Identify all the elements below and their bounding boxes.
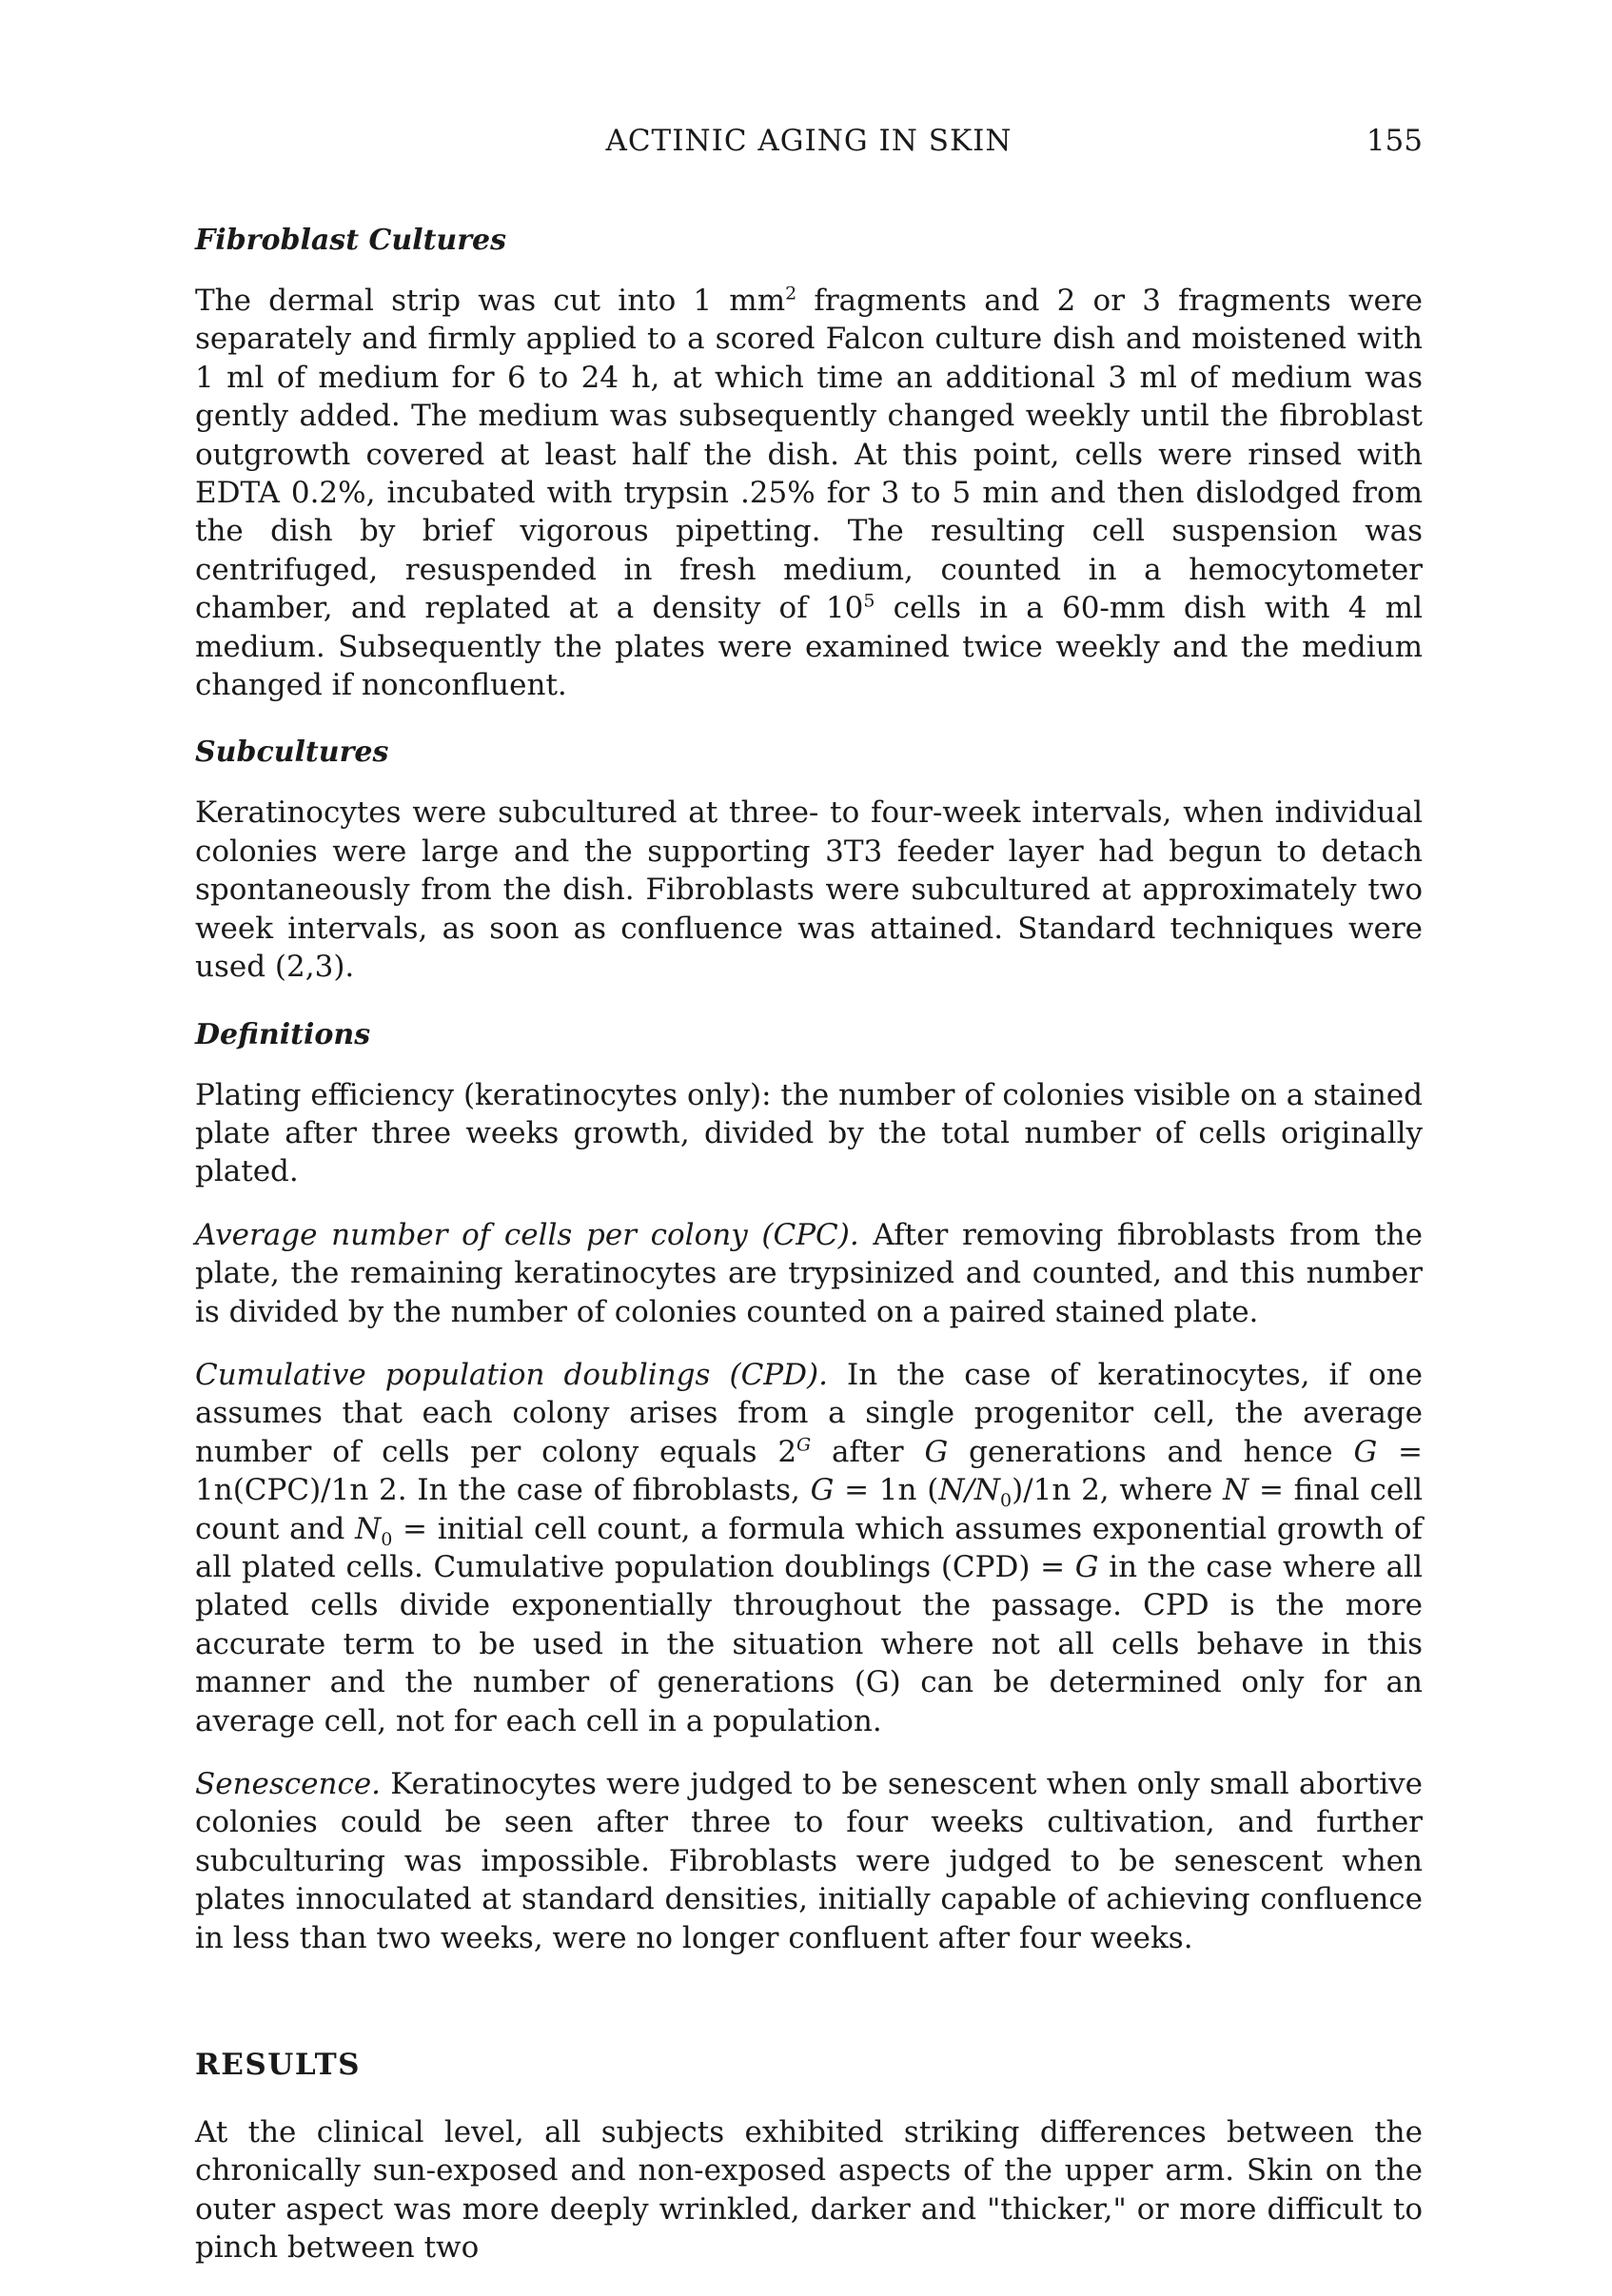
variable-n: N bbox=[355, 1511, 382, 1546]
definitions-section bbox=[195, 1015, 1423, 1958]
variable-g: G bbox=[924, 1434, 949, 1469]
definitions-heading: Definitions bbox=[195, 1017, 371, 1051]
variable-n: N/N bbox=[938, 1473, 1001, 1508]
subcultures-heading: Subcultures bbox=[195, 736, 389, 770]
variable-g: G bbox=[1353, 1434, 1378, 1469]
fibroblast-cultures-paragraph bbox=[195, 282, 1423, 704]
subcultures-section bbox=[195, 733, 1423, 986]
text-run: = 1n(CPC)/1n 2. In the case of fibroblasts, bbox=[195, 1434, 1423, 1508]
cpd-term: Cumulative population doublings (CPD). bbox=[195, 1357, 828, 1392]
subcultures-paragraph: Keratinocytes were subcultured at three- to four-week intervals, when individual colonies were large and the supporting 3T3 feeder layer had begun to detach spontaneously from the dish. Fibroblasts were subcultured at approximately two week intervals, as soon as confluence was attained. Standard techniques were used (2,3). bbox=[195, 795, 1423, 985]
plating-efficiency-paragraph: Plating efficiency (keratinocytes only): the number of colonies visible on a stained plate after three weeks growth, divided by the total number of cells originally plated. bbox=[195, 1077, 1423, 1189]
running-header bbox=[195, 114, 1423, 162]
text-run: = initial cell count, a formula which assumes exponential growth of all plated cells. Cumulative population doublings (CPD) = bbox=[195, 1511, 1423, 1584]
text-run: cells in a 60-mm dish with 4 ml medium. Subsequently the plates were examined twice weekly and the medium changed if nonconfluent. bbox=[195, 591, 1423, 703]
running-title: ACTINIC AGING IN SKIN bbox=[605, 124, 1012, 158]
cpc-paragraph bbox=[195, 1216, 1423, 1331]
journal-page bbox=[195, 114, 1423, 2296]
results-section bbox=[195, 2045, 1423, 2267]
variable-g: G bbox=[1074, 1549, 1099, 1584]
text-run: generations and hence bbox=[948, 1434, 1354, 1469]
cpd-paragraph bbox=[195, 1356, 1423, 1740]
cpc-term: Average number of cells per colony (CPC). bbox=[195, 1217, 859, 1252]
fibroblast-cultures-section bbox=[195, 221, 1423, 704]
text-run: The dermal strip was cut into 1 mm bbox=[195, 284, 786, 318]
superscript: 2 bbox=[785, 283, 797, 304]
subscript: 0 bbox=[1000, 1490, 1012, 1512]
text-run: In the case of keratinocytes, if one assumes that each colony arises from a single progenitor cell, the average number of cells per colony equals 2 bbox=[195, 1357, 1423, 1469]
results-paragraph: At the clinical level, all subjects exhibited striking differences between the chronically sun-exposed and non-exposed aspects of the upper arm. Skin on the outer aspect was more deeply wrinkled, darker and "thicker," or more difficult to pinch between two bbox=[195, 2115, 1423, 2266]
senescence-paragraph bbox=[195, 1765, 1423, 1957]
page-number: 155 bbox=[1366, 124, 1423, 158]
variable-g: G bbox=[810, 1473, 835, 1508]
text-run: )/1n 2, where bbox=[1012, 1473, 1224, 1508]
text-run: in the case where all plated cells divide exponentially throughout the passage. CPD is the more accurate term to be used in the situation where not all cells behave in this manner and the number of generations (G) can be determined only for an average cell, not for each cell in a population. bbox=[195, 1549, 1423, 1738]
text-run: after bbox=[811, 1434, 925, 1469]
text-run: = final cell count and bbox=[195, 1473, 1423, 1546]
superscript: 5 bbox=[863, 590, 875, 612]
text-run: fragments and 2 or 3 fragments were separately and firmly applied to a scored Falcon culture dish and moistened with 1 ml of medium for 6 to 24 h, at which time an additional 3 ml of medium was gently added. The medium was subsequently changed weekly until the fibroblast outgrowth covered at least half the dish. At this point, cells were rinsed with EDTA 0.2%, incubated with trypsin .25% for 3 to 5 min and then dislodged from the dish by brief vigorous pipetting. The resulting cell suspension was centrifuged, resuspended in fresh medium, counted in a hemocytometer chamber, and replated at a density of 10 bbox=[195, 284, 1423, 626]
subscript: 0 bbox=[381, 1528, 393, 1550]
text-run: After removing fibroblasts from the plate, the remaining keratinocytes are trypsinized and counted, and this number is divided by the number of colonies counted on a paired stained plate. bbox=[195, 1217, 1423, 1329]
superscript: G bbox=[796, 1434, 812, 1456]
senescence-term: Senescence. bbox=[195, 1767, 382, 1801]
text-run: Keratinocytes were judged to be senescent when only small abortive colonies could be seen after three to four weeks cultivation, and further subculturing was impossible. Fibroblasts were judged to be senescent when plates innoculated at standard densities, initially capable of achieving confluence in less than two weeks, were no longer confluent after four weeks. bbox=[195, 1767, 1423, 1955]
fibroblast-cultures-heading: Fibroblast Cultures bbox=[195, 224, 507, 257]
variable-n: N bbox=[1223, 1473, 1249, 1508]
text-run: = 1n ( bbox=[834, 1473, 939, 1508]
results-heading: RESULTS bbox=[195, 2048, 362, 2083]
